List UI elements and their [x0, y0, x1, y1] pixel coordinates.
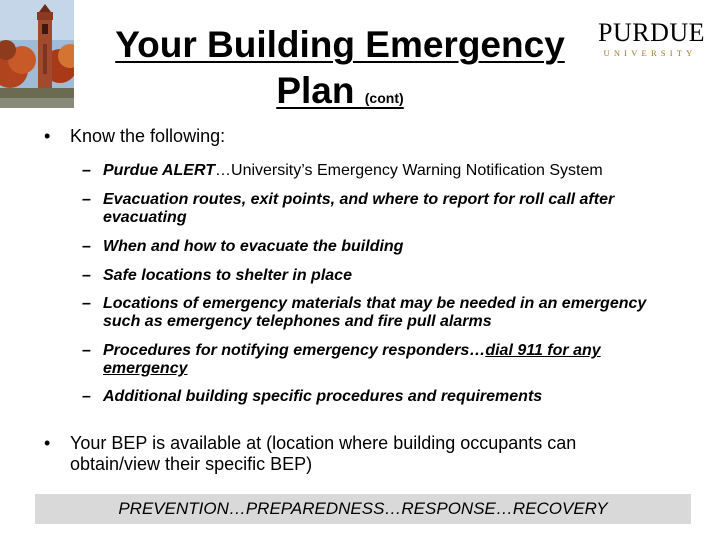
dash-icon: –: [82, 295, 91, 312]
additional-text: Additional building specific procedures and requirements: [103, 388, 543, 405]
procedures-text: Procedures for notifying emergency responders…: [103, 342, 486, 359]
slide-title: [80, 22, 600, 121]
bullet-text: Know the following:: [70, 126, 226, 146]
logo-subtitle: UNIVERSITY: [603, 48, 697, 58]
alert-bold: Purdue ALERT: [103, 162, 216, 179]
dial-911-text: dial 911 for any emergency: [103, 342, 601, 377]
shelter-text: Safe locations to shelter in place: [103, 267, 352, 284]
bell-tower-photo: [0, 0, 74, 108]
bullet-icon: •: [44, 433, 51, 453]
title-line-2: [276, 70, 403, 111]
title-cont: (cont): [364, 90, 404, 106]
dash-icon: –: [82, 267, 91, 284]
dash-icon: –: [82, 388, 91, 405]
purdue-logo: [598, 18, 706, 58]
title-line-1: Your Building Emergency: [115, 24, 565, 65]
alert-rest: …University’s Emergency Warning Notification System: [215, 162, 603, 179]
materials-text: Locations of emergency materials that may be needed in an emergency such as emergency telephones and fire pull alarms: [103, 295, 647, 330]
dash-icon: –: [82, 191, 91, 208]
bullet-text: Your BEP is available at (location where building occupants can obtain/view their specific BEP): [70, 433, 577, 474]
title-plan: Plan: [276, 70, 365, 111]
when-how-text: When and how to evacuate the building: [103, 238, 404, 255]
evacuation-text: Evacuation routes, exit points, and where to report for roll call after evacuating: [103, 191, 615, 226]
footer-banner: PREVENTION…PREPAREDNESS…RESPONSE…RECOVERY: [35, 494, 691, 524]
bullet-icon: •: [44, 126, 51, 146]
dash-icon: –: [82, 162, 91, 179]
dash-icon: –: [82, 238, 91, 255]
logo-wordmark: PURDUE: [598, 18, 706, 47]
dash-icon: –: [82, 342, 91, 359]
